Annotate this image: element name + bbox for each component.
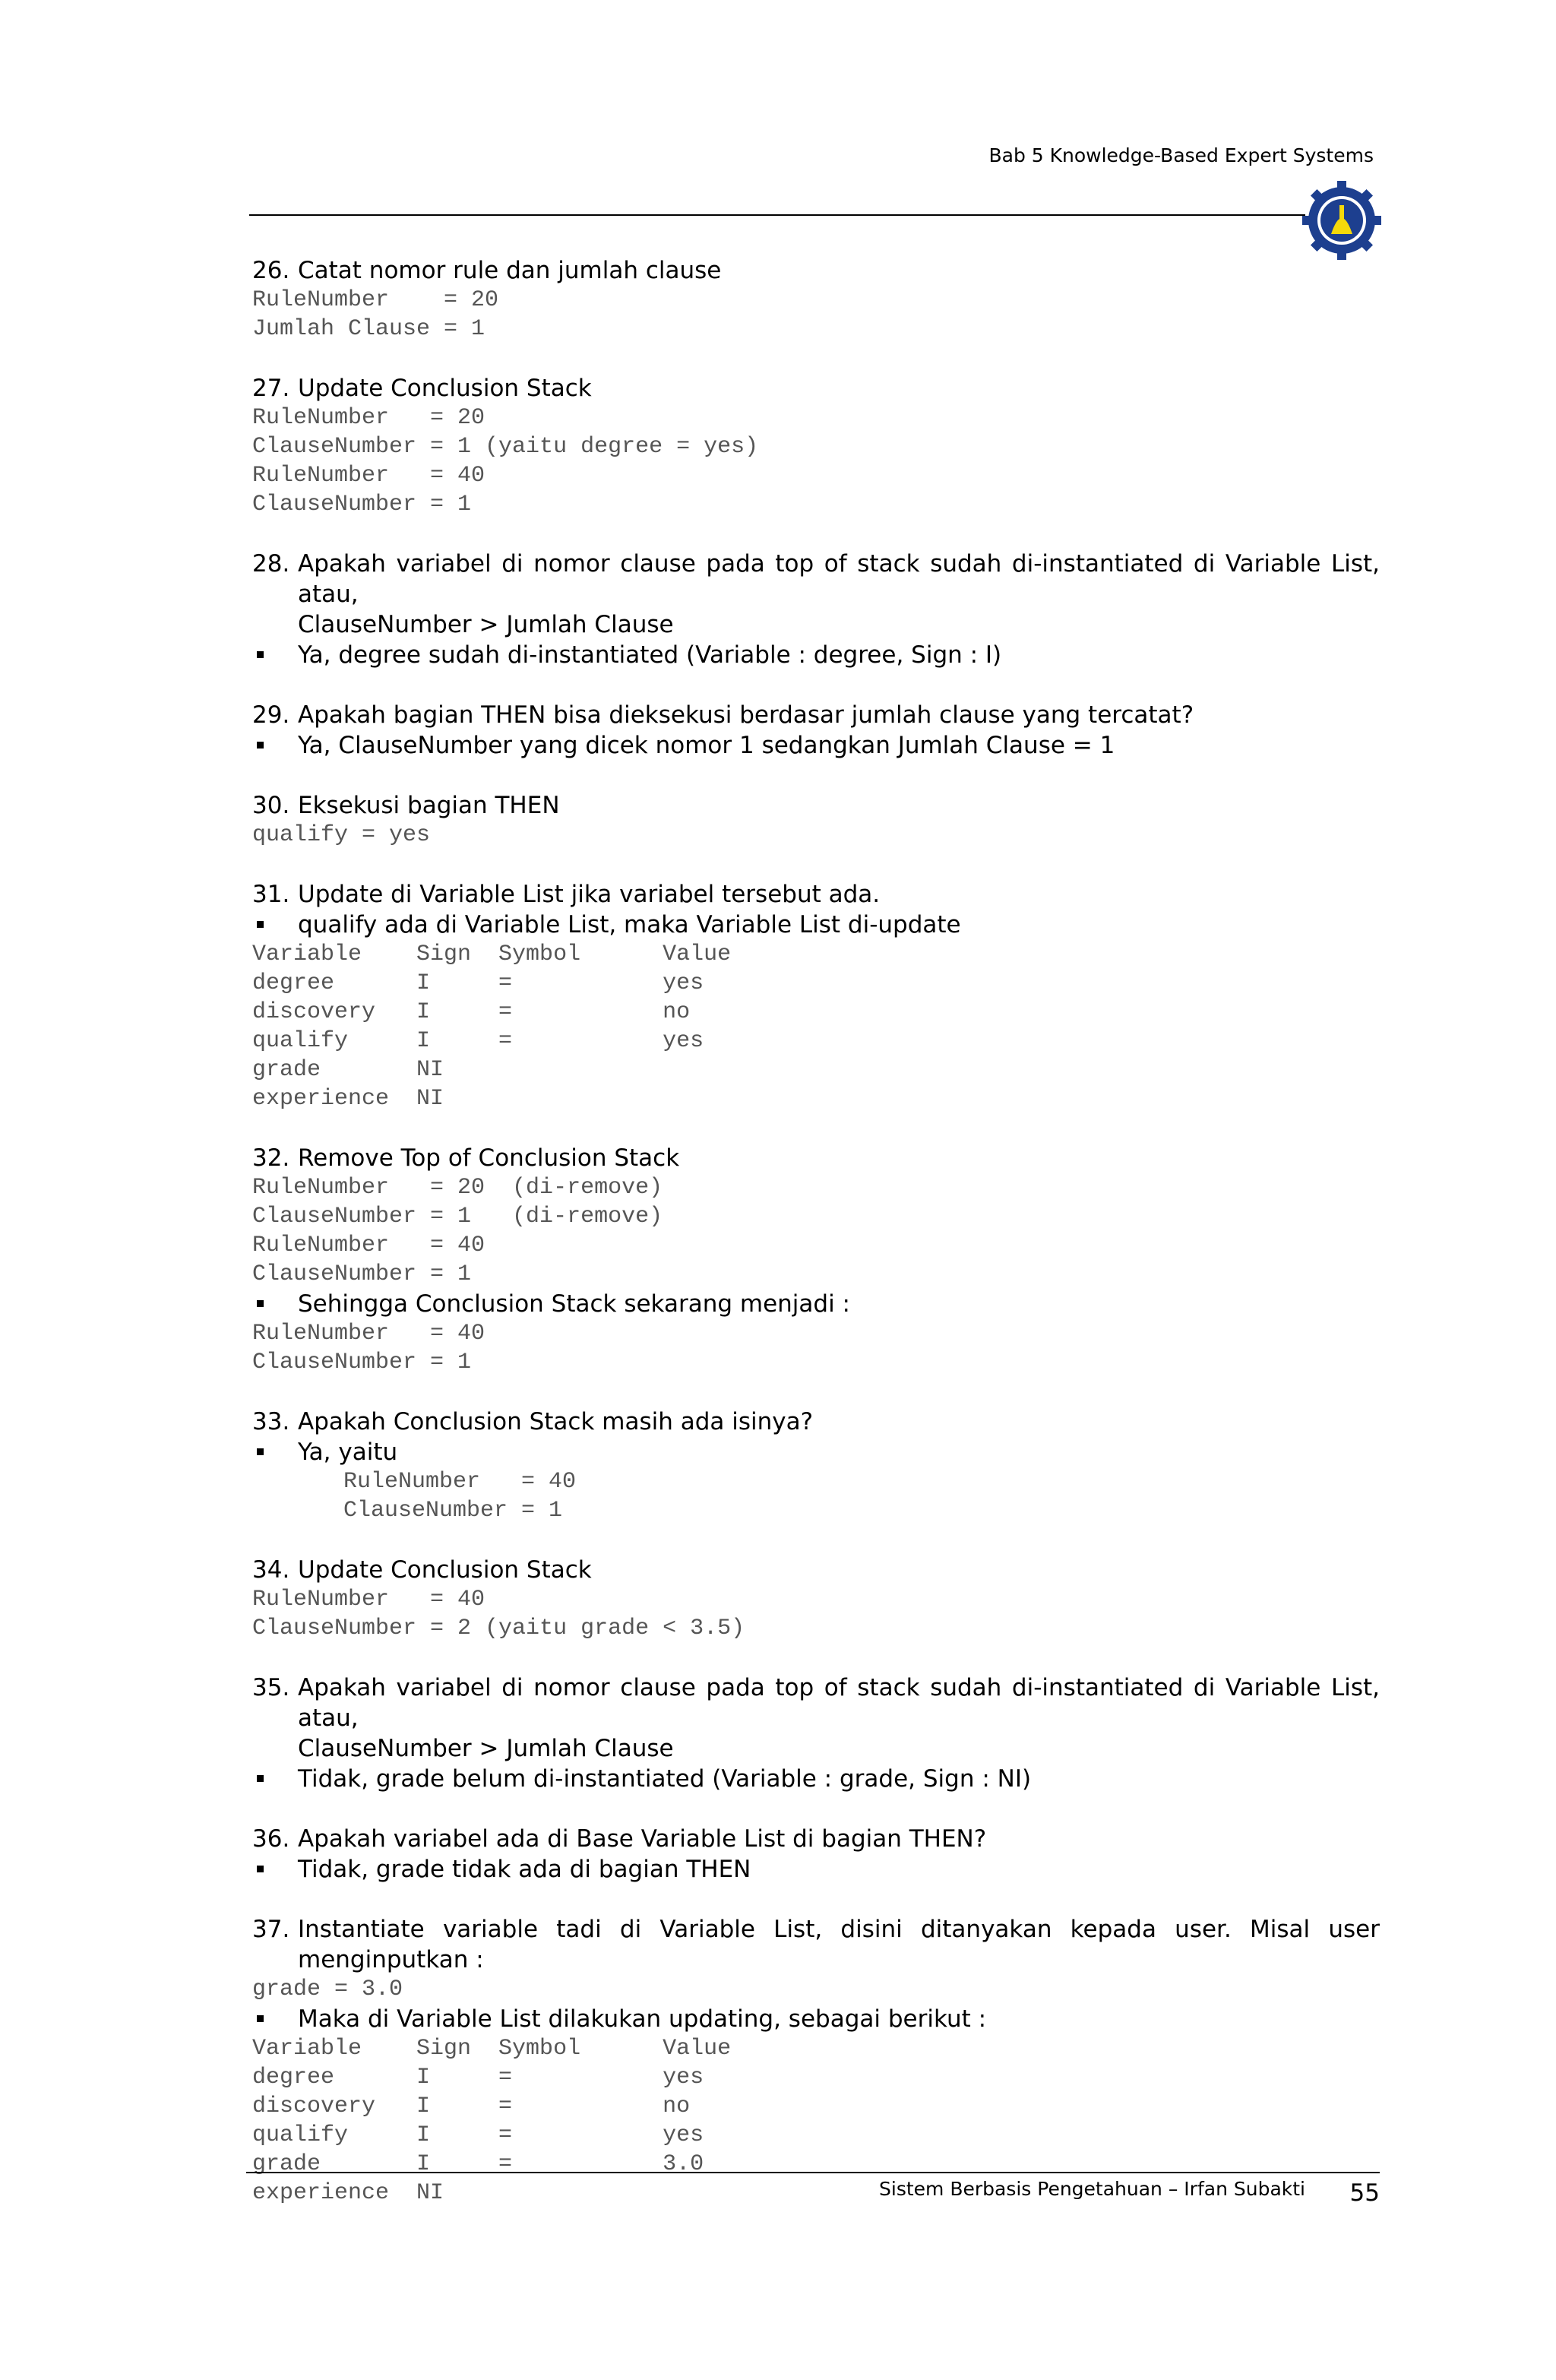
step-36 bbox=[252, 1824, 1380, 1885]
step-number: 33. bbox=[252, 1408, 290, 1435]
step-title-continued: ClauseNumber > Jumlah Clause bbox=[298, 1735, 674, 1762]
step-title-continued: menginputkan : bbox=[298, 1946, 484, 1973]
bullet-text: Maka di Variable List dilakukan updating, sebagai berikut : bbox=[298, 2005, 987, 2033]
page-number: 55 bbox=[1349, 2179, 1380, 2207]
code-line: ClauseNumber = 2 (yaitu grade < 3.5) bbox=[252, 1616, 745, 1641]
code-line: RuleNumber = 20 bbox=[252, 405, 485, 431]
table-header-line: Variable Sign Symbol Value bbox=[252, 942, 732, 967]
bullet-icon bbox=[252, 1437, 298, 1467]
bullet-icon bbox=[252, 640, 298, 670]
table-row-line: qualify I = yes bbox=[252, 2122, 704, 2148]
step-35 bbox=[252, 1673, 1380, 1794]
step-28 bbox=[252, 549, 1380, 670]
bullet-icon bbox=[252, 730, 298, 761]
table-row-line: degree I = yes bbox=[252, 2065, 704, 2090]
step-number: 34. bbox=[252, 1556, 290, 1584]
step-title: Update Conclusion Stack bbox=[298, 1556, 592, 1584]
step-number: 37. bbox=[252, 1916, 290, 1943]
step-number: 29. bbox=[252, 701, 290, 729]
code-line: ClauseNumber = 1 (di-remove) bbox=[252, 1204, 663, 1230]
running-header: Bab 5 Knowledge-Based Expert Systems bbox=[988, 144, 1374, 166]
step-title: Apakah variabel ada di Base Variable List di bagian THEN? bbox=[298, 1825, 987, 1853]
bullet-icon bbox=[252, 910, 298, 940]
code-line: ClauseNumber = 1 bbox=[252, 492, 472, 517]
step-number: 36. bbox=[252, 1825, 290, 1853]
step-31 bbox=[252, 879, 1380, 1113]
code-line: ClauseNumber = 1 bbox=[252, 1261, 472, 1287]
table-row-line: experience NI bbox=[252, 1086, 444, 1112]
step-title: Apakah bagian THEN bisa dieksekusi berdasar jumlah clause yang tercatat? bbox=[298, 701, 1194, 729]
table-row-line: grade I = 3.0 bbox=[252, 2151, 704, 2177]
bullet-icon bbox=[252, 1289, 298, 1319]
code-line: ClauseNumber = 1 bbox=[343, 1498, 563, 1524]
bullet-text: Tidak, grade belum di-instantiated (Variable : grade, Sign : NI) bbox=[298, 1765, 1032, 1793]
table-row-line: discovery I = no bbox=[252, 2094, 691, 2119]
table-row-line: discovery I = no bbox=[252, 999, 691, 1025]
code-line: ClauseNumber = 1 (yaitu degree = yes) bbox=[252, 434, 759, 460]
step-title: Update Conclusion Stack bbox=[298, 375, 592, 402]
footer-rule bbox=[246, 2172, 1380, 2173]
step-title: Apakah Conclusion Stack masih ada isinya? bbox=[298, 1408, 814, 1435]
step-title: Apakah variabel di nomor clause pada top of stack sudah di-instantiated di Variable List, atau, bbox=[298, 1674, 1380, 1732]
header-rule bbox=[249, 214, 1305, 216]
step-26 bbox=[252, 255, 1380, 343]
code-line: ClauseNumber = 1 bbox=[252, 1350, 472, 1375]
step-number: 30. bbox=[252, 792, 290, 819]
table-row-line: degree I = yes bbox=[252, 970, 704, 996]
bullet-icon bbox=[252, 1854, 298, 1885]
code-line: RuleNumber = 40 bbox=[252, 1321, 485, 1347]
step-30 bbox=[252, 790, 1380, 850]
institution-logo-icon bbox=[1301, 179, 1383, 261]
bullet-text: qualify ada di Variable List, maka Variable List di-update bbox=[298, 911, 961, 938]
step-number: 28. bbox=[252, 550, 290, 578]
step-title: Update di Variable List jika variabel tersebut ada. bbox=[298, 881, 881, 908]
page-content bbox=[252, 255, 1380, 2237]
step-number: 32. bbox=[252, 1144, 290, 1172]
code-line: Jumlah Clause = 1 bbox=[252, 316, 485, 342]
step-32 bbox=[252, 1143, 1380, 1377]
step-title: Instantiate variable tadi di Variable List, disini ditanyakan kepada user. Misal user bbox=[298, 1916, 1380, 1943]
running-footer: Sistem Berbasis Pengetahuan – Irfan Subakti bbox=[879, 2178, 1305, 2200]
step-29 bbox=[252, 700, 1380, 761]
step-number: 35. bbox=[252, 1674, 290, 1701]
code-line: RuleNumber = 40 bbox=[252, 1587, 485, 1613]
code-line: grade = 3.0 bbox=[252, 1976, 403, 2002]
table-row-line: qualify I = yes bbox=[252, 1028, 704, 1054]
code-line: RuleNumber = 40 bbox=[343, 1469, 577, 1495]
bullet-text: Ya, ClauseNumber yang dicek nomor 1 sedangkan Jumlah Clause = 1 bbox=[298, 732, 1115, 759]
table-row-line: grade NI bbox=[252, 1057, 444, 1083]
bullet-text: Sehingga Conclusion Stack sekarang menjadi : bbox=[298, 1290, 851, 1318]
table-row-line: experience NI bbox=[252, 2180, 444, 2206]
step-title: Catat nomor rule dan jumlah clause bbox=[298, 257, 722, 284]
code-line: RuleNumber = 20 (di-remove) bbox=[252, 1175, 663, 1201]
step-title: Eksekusi bagian THEN bbox=[298, 792, 560, 819]
bullet-text: Ya, degree sudah di-instantiated (Variable : degree, Sign : I) bbox=[298, 641, 1002, 669]
code-line: RuleNumber = 20 bbox=[252, 287, 499, 313]
step-number: 31. bbox=[252, 881, 290, 908]
step-37 bbox=[252, 1914, 1380, 2208]
code-line: qualify = yes bbox=[252, 822, 431, 848]
step-title: Remove Top of Conclusion Stack bbox=[298, 1144, 680, 1172]
code-line: RuleNumber = 40 bbox=[252, 463, 485, 489]
step-27 bbox=[252, 373, 1380, 519]
step-33 bbox=[252, 1407, 1380, 1525]
step-34 bbox=[252, 1555, 1380, 1643]
step-number: 27. bbox=[252, 375, 290, 402]
bullet-text: Tidak, grade tidak ada di bagian THEN bbox=[298, 1856, 751, 1883]
bullet-text: Ya, yaitu bbox=[298, 1438, 398, 1466]
code-line: RuleNumber = 40 bbox=[252, 1233, 485, 1258]
bullet-icon bbox=[252, 2004, 298, 2034]
step-title: Apakah variabel di nomor clause pada top of stack sudah di-instantiated di Variable List, atau, bbox=[298, 550, 1380, 608]
bullet-icon bbox=[252, 1764, 298, 1794]
step-number: 26. bbox=[252, 257, 290, 284]
step-title-continued: ClauseNumber > Jumlah Clause bbox=[298, 611, 674, 638]
table-header-line: Variable Sign Symbol Value bbox=[252, 2036, 732, 2062]
